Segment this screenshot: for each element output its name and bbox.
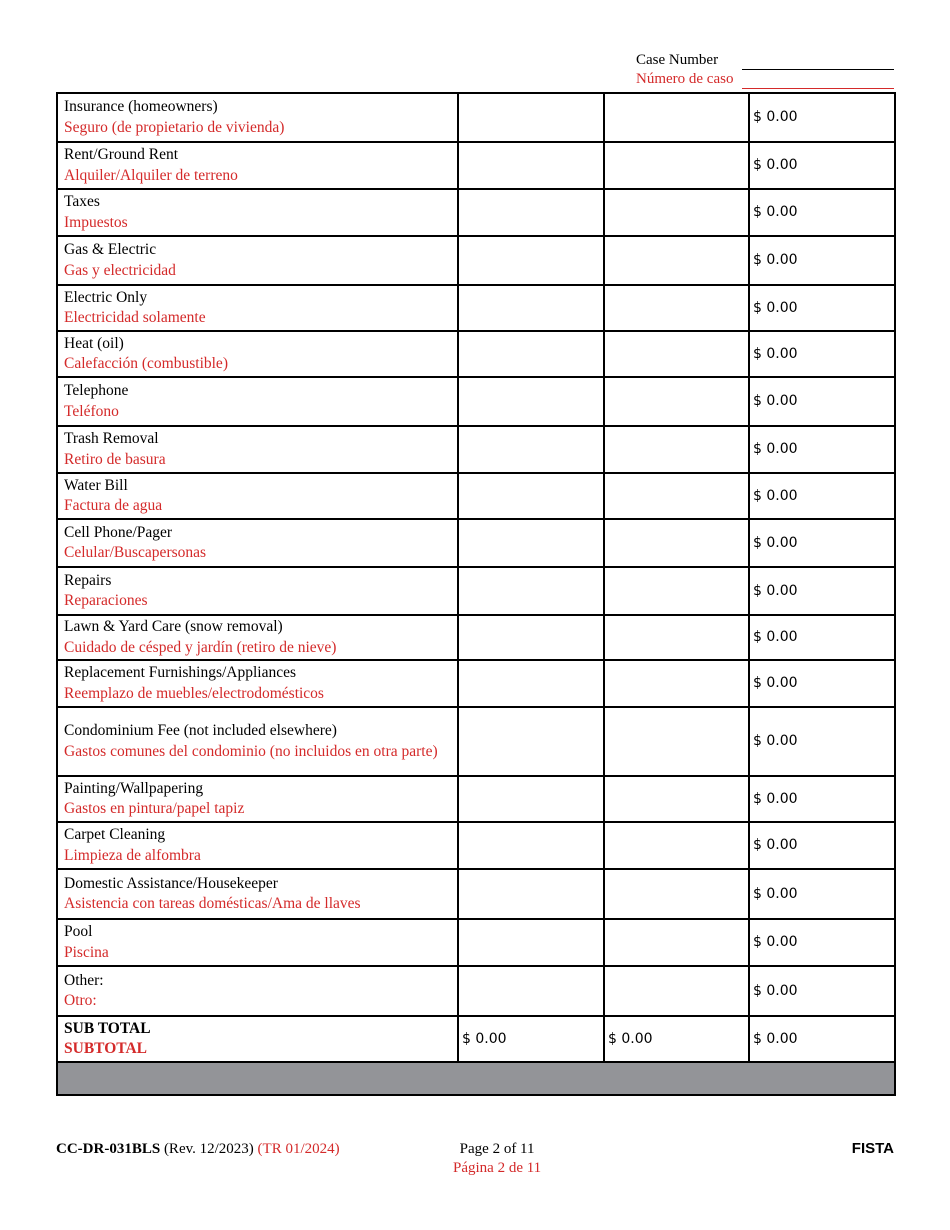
expense-label-es: Asistencia con tareas domésticas/Ama de llaves: [64, 895, 361, 912]
expense-label-en: Taxes: [64, 193, 100, 210]
expense-label-es: Celular/Buscapersonas: [64, 544, 207, 561]
expense-label-en: Pool: [64, 923, 93, 940]
case-number-block: [636, 51, 894, 89]
case-number-field[interactable]: [742, 52, 894, 70]
expense-label: [57, 519, 458, 567]
amount-field-2[interactable]: [604, 236, 749, 285]
subtotal-field-1[interactable]: $ 0.00: [458, 1016, 604, 1062]
amount-field-1[interactable]: [458, 869, 604, 919]
table-row: [57, 142, 895, 189]
expense-label-es: Cuidado de césped y jardín (retiro de nieve): [64, 638, 337, 656]
total-field[interactable]: $ 0.00: [749, 519, 895, 567]
expense-label-en: Condominium Fee (not included elsewhere): [64, 722, 337, 739]
amount-field-2[interactable]: [604, 660, 749, 707]
subtotal-label-en: SUB TOTAL: [64, 1019, 151, 1037]
total-field[interactable]: $ 0.00: [749, 93, 895, 142]
expense-label: [57, 776, 458, 822]
form-id: [56, 1140, 340, 1159]
table-row: [57, 567, 895, 615]
amount-field-1[interactable]: [458, 285, 604, 331]
table-row: [57, 331, 895, 377]
total-field[interactable]: $ 0.00: [749, 426, 895, 473]
shaded-divider-row: [57, 1062, 895, 1095]
amount-field-2[interactable]: [604, 919, 749, 966]
expense-label: [57, 189, 458, 236]
table-row: [57, 236, 895, 285]
expense-label: [57, 426, 458, 473]
total-field[interactable]: $ 0.00: [749, 331, 895, 377]
amount-field-2[interactable]: [604, 519, 749, 567]
shaded-divider: [57, 1062, 895, 1095]
amount-field-1[interactable]: [458, 189, 604, 236]
amount-field-1[interactable]: [458, 93, 604, 142]
expense-label-es: Gastos en pintura/papel tapiz: [64, 800, 245, 817]
total-field[interactable]: $ 0.00: [749, 966, 895, 1016]
expense-label-es: Gastos comunes del condominio (no incluidos en otra parte): [64, 742, 438, 760]
amount-field-2[interactable]: [604, 285, 749, 331]
amount-field-1[interactable]: [458, 426, 604, 473]
expense-label: [57, 93, 458, 142]
amount-field-1[interactable]: [458, 377, 604, 426]
amount-field-2[interactable]: [604, 615, 749, 660]
amount-field-1[interactable]: [458, 142, 604, 189]
expense-label: [57, 660, 458, 707]
expense-label-en: Repairs: [64, 571, 112, 589]
amount-field-2[interactable]: [604, 331, 749, 377]
expense-label-es: Retiro de basura: [64, 450, 166, 468]
case-number-label: Case Number: [636, 52, 719, 68]
amount-field-2[interactable]: [604, 707, 749, 776]
expense-label-es: Reemplazo de muebles/electrodomésticos: [64, 684, 324, 702]
expense-label-es: Seguro (de propietario de vivienda): [64, 118, 285, 136]
case-number-label-es: Número de caso: [636, 71, 734, 87]
expense-label-en: Insurance (homeowners): [64, 98, 218, 115]
expense-label-en: Replacement Furnishings/Appliances: [64, 664, 297, 681]
amount-field-1[interactable]: [458, 707, 604, 776]
amount-field-2[interactable]: [604, 966, 749, 1016]
amount-field-1[interactable]: [458, 519, 604, 567]
amount-field-2[interactable]: [604, 473, 749, 519]
total-field[interactable]: $ 0.00: [749, 236, 895, 285]
amount-field-2[interactable]: [604, 426, 749, 473]
total-field[interactable]: $ 0.00: [749, 822, 895, 869]
table-row: [57, 426, 895, 473]
expense-label-en: Painting/Wallpapering: [64, 779, 204, 797]
expense-label-en: Other:: [64, 971, 104, 989]
expense-label-es: Piscina: [64, 943, 109, 961]
expense-label: [57, 473, 458, 519]
form-translation: (TR 01/2024): [257, 1141, 340, 1157]
table-row: [57, 377, 895, 426]
table-row: [57, 776, 895, 822]
expense-label: [57, 869, 458, 919]
total-field[interactable]: $ 0.00: [749, 660, 895, 707]
expense-label-en: Heat (oil): [64, 334, 124, 352]
total-field[interactable]: $ 0.00: [749, 707, 895, 776]
amount-field-2[interactable]: [604, 776, 749, 822]
case-number-field-es: [742, 71, 894, 89]
amount-field-1[interactable]: [458, 236, 604, 285]
form-revision: (Rev. 12/2023): [163, 1141, 254, 1157]
expense-label: [57, 615, 458, 660]
total-field[interactable]: $ 0.00: [749, 869, 895, 919]
expense-label: [57, 285, 458, 331]
table-row: [57, 707, 895, 776]
brand-mark: FISTA: [851, 1140, 894, 1157]
expense-label-en: Cell Phone/Pager: [64, 523, 173, 541]
expense-label-en: Trash Removal: [64, 430, 159, 447]
amount-field-2[interactable]: [604, 822, 749, 869]
expense-table: [56, 92, 896, 1096]
subtotal-total-field[interactable]: $ 0.00: [749, 1016, 895, 1062]
expense-label: [57, 567, 458, 615]
amount-field-1[interactable]: [458, 473, 604, 519]
total-field[interactable]: $ 0.00: [749, 377, 895, 426]
page-number: Page 2 of 11: [459, 1141, 535, 1157]
expense-label-es: Reparaciones: [64, 592, 148, 609]
expense-label-en: Gas & Electric: [64, 241, 157, 258]
total-field[interactable]: $ 0.00: [749, 285, 895, 331]
table-row: [57, 919, 895, 966]
expense-label-en: Domestic Assistance/Housekeeper: [64, 874, 278, 892]
expense-label-es: Alquiler/Alquiler de terreno: [64, 166, 238, 184]
amount-field-1[interactable]: [458, 331, 604, 377]
expense-label-en: Telephone: [64, 382, 129, 399]
total-field[interactable]: $ 0.00: [749, 567, 895, 615]
page-number-es: Página 2 de 11: [453, 1160, 542, 1176]
expense-label-es: Limpieza de alfombra: [64, 846, 201, 864]
amount-field-2[interactable]: [604, 189, 749, 236]
subtotal-field-2[interactable]: $ 0.00: [604, 1016, 749, 1062]
expense-label-es: Electricidad solamente: [64, 309, 206, 326]
table-row: [57, 519, 895, 567]
expense-label: [57, 331, 458, 377]
expense-label: [57, 919, 458, 966]
expense-label-en: Carpet Cleaning: [64, 826, 166, 843]
amount-field-1[interactable]: [458, 776, 604, 822]
amount-field-2[interactable]: [604, 869, 749, 919]
amount-field-1[interactable]: [458, 567, 604, 615]
table-row: [57, 660, 895, 707]
expense-label: [57, 966, 458, 1016]
amount-field-1[interactable]: [458, 822, 604, 869]
amount-field-1[interactable]: [458, 966, 604, 1016]
table-row: [57, 869, 895, 919]
total-field[interactable]: $ 0.00: [749, 776, 895, 822]
table-row: [57, 93, 895, 142]
table-row: [57, 822, 895, 869]
amount-field-2[interactable]: [604, 93, 749, 142]
amount-field-1[interactable]: [458, 615, 604, 660]
amount-field-2[interactable]: [604, 377, 749, 426]
expense-label: [57, 236, 458, 285]
table-row: [57, 285, 895, 331]
expense-label-en: Electric Only: [64, 288, 148, 306]
amount-field-2[interactable]: [604, 567, 749, 615]
subtotal-row: [57, 1016, 895, 1062]
expense-label-en: Lawn & Yard Care (snow removal): [64, 618, 283, 635]
total-field[interactable]: $ 0.00: [749, 142, 895, 189]
table-row: [57, 189, 895, 236]
expense-label-es: Otro:: [64, 992, 97, 1009]
expense-label-es: Impuestos: [64, 213, 128, 231]
subtotal-label-es: SUBTOTAL: [64, 1040, 147, 1057]
amount-field-2[interactable]: [604, 142, 749, 189]
page-indicator: [453, 1140, 541, 1178]
expense-label: [57, 377, 458, 426]
expense-label: [57, 707, 458, 776]
expense-label-es: Calefacción (combustible): [64, 355, 228, 372]
total-field[interactable]: $ 0.00: [749, 189, 895, 236]
expense-label-es: Factura de agua: [64, 497, 163, 514]
expense-label-en: Water Bill: [64, 476, 128, 494]
total-field[interactable]: $ 0.00: [749, 473, 895, 519]
table-row: [57, 966, 895, 1016]
table-row: [57, 615, 895, 660]
form-code: CC-DR-031BLS: [56, 1141, 161, 1157]
expense-label-es: Gas y electricidad: [64, 261, 176, 279]
amount-field-1[interactable]: [458, 919, 604, 966]
subtotal-label: [57, 1016, 458, 1062]
total-field[interactable]: $ 0.00: [749, 615, 895, 660]
expense-label: [57, 142, 458, 189]
expense-label: [57, 822, 458, 869]
total-field[interactable]: $ 0.00: [749, 919, 895, 966]
table-row: [57, 473, 895, 519]
amount-field-1[interactable]: [458, 660, 604, 707]
expense-label-es: Teléfono: [64, 402, 119, 420]
expense-label-en: Rent/Ground Rent: [64, 146, 179, 163]
